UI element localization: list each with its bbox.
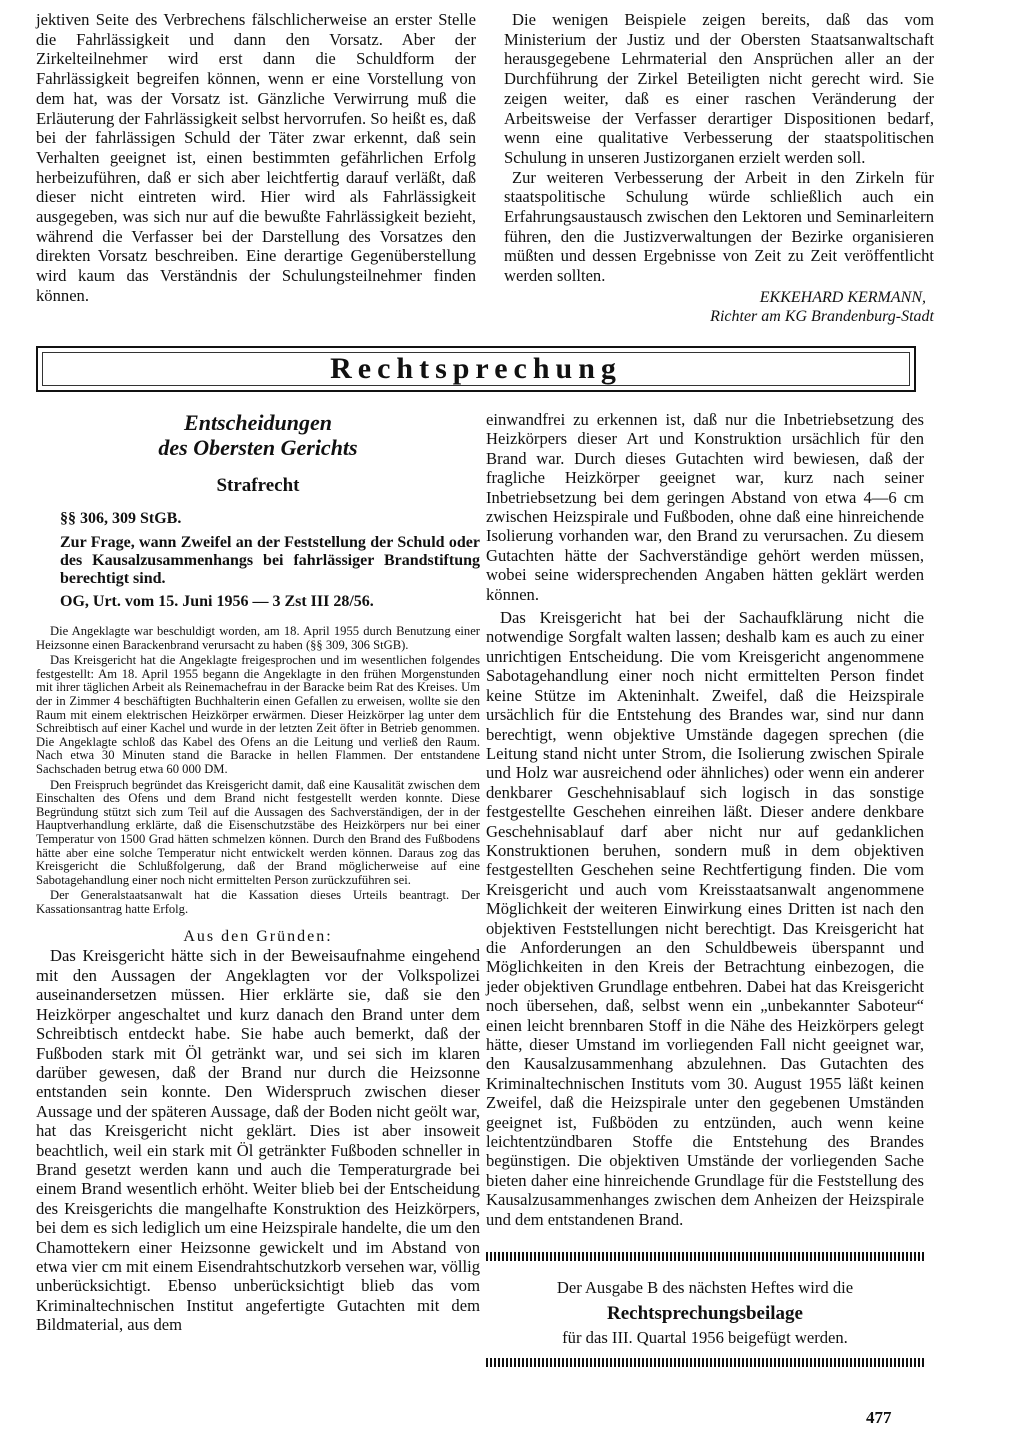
decorative-rule-bottom <box>486 1358 924 1367</box>
facts-paragraph: Das Kreisgericht hat die Angeklagte freigesprochen und im wesentlichen folgendes festgestellt: Am 18. April 1955 begann die Angeklagte in den frühen Morgenstunden mit ihrer täglichen Arbeit als Reinemachefrau in der Baracke beim Rat des Kreises. Um der in Zimmer 4 beschäftigten Buchhalterin einen Gefallen zu erweisen, wollte sie den Raum mit einem elektrischen Heizkörper erwärmen. Dieser Heizkörper lag unter dem Schreibtisch auf einer Kachel und wurde in der letzten Zeit öfter in Betrieb genommen. Die Angeklagte schloß das Kabel des Ofens an die Leitung und verließ den Raum. Nach etwa 30 Minuten stand die Baracke in hellen Flammen. Der entstandene Sachschaden betrug etwa 60 000 DM. <box>36 653 480 776</box>
notice-line: für das III. Quartal 1956 beigefügt werden. <box>562 1328 848 1347</box>
section-banner <box>36 346 916 392</box>
notice-line: Der Ausgabe B des nächsten Heftes wird die <box>556 1278 854 1297</box>
paragraph: einwandfrei zu erkennen ist, daß nur die Inbetriebsetzung des Heizkörpers dieser Art und Konstruktion ursächlich für den Brand war. Durch dieses Gutachten wird bewiesen, daß der fragliche Heizkörper geeignet war, kurz nach seiner Inbetriebsetzung bei dem geringen Abstand von etwa 4—6 cm zwischen Heizspirale und Fußboden, ohne daß eine hinreichende Isolierung vorhanden war, den Brand zu verursachen. Zu diesem Gutachten hätte der Sachverständige gehört werden müssen, wobei seine widersprechenden Angaben hätten geklärt werden können. <box>486 410 924 604</box>
decision-column-right <box>486 410 924 1229</box>
paragraph: Zur weiteren Verbesserung der Arbeit in den Zirkeln für staatspolitische Schulung würde schließlich auch ein Erfahrungsaustausch zwischen den Lektoren und Seminarleitern führen, den die Justizverwaltungen der Bezirke organisieren müßten und dessen Ergebnisse von Zeit zu Zeit veröffentlicht werden sollten. <box>504 167 934 286</box>
article-text-top-left <box>36 10 476 306</box>
author-title: Richter am KG Brandenburg-Stadt <box>710 307 934 325</box>
facts-paragraph: Den Freispruch begründet das Kreisgericht damit, daß eine Kausalität zwischen dem Einschalten des Ofens und dem Brand nicht festgestellt werden konnte. Diese Begründung stützt sich zum Teil auf die Aussagen des Sachverständigen, der in der Hauptverhandlung erklärte, daß die Eisenschutzstäbe des Heizkörpers nur bei einer Temperatur von 1500 Grad hätten schmelzen können. Durch den Brand des Fußbodens hätte aber eine solche Temperatur nicht entwickelt werden können. Daraus zog das Kreisgericht die Schlußfolgerung, daß der Brand möglicherweise auf eine Sabotagehandlung einer noch nicht ermittelten Person zurückzuführen sei. <box>36 777 480 887</box>
notice-title: Rechtsprechungsbeilage <box>607 1303 803 1324</box>
supplement-notice <box>486 1277 924 1349</box>
reasons-heading: Aus den Gründen: <box>183 928 333 946</box>
heading-criminal-law: Strafrecht <box>216 475 300 496</box>
paragraph: Das Kreisgericht hat bei der Sachaufklärung nicht die notwendige Sorgfalt walten lassen; deshalb kam es auch zu einer unrichtigen Entscheidung. Die vom Kreisgericht angenommene Sabotagehandlung einer noch nicht ermittelten Person findet keine Stütze im Akteninhalt. Zweifel, daß die Heizspirale ursächlich für die Entstehung des Brandes war, sind nur dann berechtigt, wenn objektive Umstände dagegen sprechen (die Leitung stand nicht unter Strom, die Isolierung zwischen Spirale und Holz war ausreichend oder ähnliches) oder wenn ein anderer denkbarer Geschehnisablauf sich logisch in das sonstige festgestellte Geschehen einreihen läßt. Dieser andere denkbare Geschehnisablauf darf aber nicht nur auf gedanklichen Konstruktionen beruhen, sondern muß in dem objektiven festgestellten Geschehen seine Rechtfertigung finden. Die vom Kreisgericht und auch vom Kreisstaatsanwalt angenommene Möglichkeit der weiteren Einwirkung eines Dritten ist nach den objektiven Feststellungen nicht berechtigt. Das Kreisgericht hat die Anforderungen an den Schuldbeweis überspannt und Möglichkeiten in den Kreis der Betrachtung einbezogen, die jeder objektiven Grundlage entbehren. Dabei hat das Kreisgericht noch übersehen, daß, selbst wenn ein „unbekannter Saboteur“ einen leicht brennbaren Stoff in die Nähe des Heizkörpers gelegt hätte, dieser Umstand im vorliegenden Fall nicht geeignet war, den Kausalzusammenhang abzulehnen. Das Gutachten des Kriminaltechnischen Instituts vom 30. August 1955 läßt keinen Zweifel, daß die Heizspirale unter den gegebenen Umständen geeignet ist, Fußböden zu entzünden, auch wenn keine leichtentzündbaren Stoffe die Entstehung des Brandes begünstigen. Die objektiven Umstände der vorliegenden Sache bieten daher eine hinreichende Grundlage für die Feststellung des Kausalzusammenhanges zwischen dem Anheizen der Heizspirale und dem entstandenen Brand. <box>486 608 924 1229</box>
case-citation: OG, Urt. vom 15. Juni 1956 — 3 Zst III 28/56. <box>60 593 374 610</box>
case-facts <box>36 625 480 916</box>
paragraph: Die wenigen Beispiele zeigen bereits, daß das vom Ministerium der Justiz und der Obersten Staatsanwaltschaft herausgegebene Lehrmaterial den Ansprüchen aller an der Durchführung der Zirkel Beteiligten nicht gerecht wird. Sie zeigen weiter, daß es einer raschen Veränderung der Arbeitsweise der Verfasser derartiger Dispositionen bedarf, wenn eine qualitative Verbesserung der staatspolitischen Schulung in unseren Justizorganen erzielt werden soll. <box>504 10 934 167</box>
facts-paragraph: Die Angeklagte war beschuldigt worden, am 18. April 1955 durch Benutzung einer Heizsonne einen Barackenbrand verursacht zu haben (§§ 309, 306 StGB). <box>36 624 480 652</box>
heading-court: des Obersten Gerichts <box>158 435 358 460</box>
reasons-text: Das Kreisgericht hätte sich in der Beweisaufnahme eingehend mit den Aussagen der Angeklagten vor der Volkspolizei auseinandersetzen müssen. Hier erklärte sie, daß sie den Heizkörper angeschaltet und kurz danach den Brand unter dem Schreibtisch entdeckt habe. Sie habe auch bemerkt, daß der Fußboden stark mit Öl getränkt war, und sei sich im klaren darüber gewesen, daß der Brand nur durch die Heizsonne entstanden sein konnte. Den Widerspruch zwischen dieser Aussage und der späteren Aussage, daß der Boden nicht geölt war, hat das Kreisgericht nicht geklärt. Dies ist aber insoweit beachtlich, weil ein stark mit Öl getränkter Fußboden schneller in Brand gesetzt werden kann und auch die Temperaturgrade bei einem Brand wesentlich erhöht. Weiter blieb bei der Entscheidung des Kreisgerichts die mangelhafte Konstruktion des Heizkörpers, bei dem es sich lediglich um eine Heizspirale handelte, die um den Chamottekern einer Heizsonne gewickelt und im Abstand von etwa vier cm mit einem Eisendrahtschutzkorb versehen war, völlig unberücksichtigt. Ebenso unberücksichtigt blieb das vom Kriminaltechnischen Institut angefertigte Gutachten mit dem Bildmaterial, aus dem <box>36 946 480 1335</box>
section-title: Rechtsprechung <box>330 352 622 385</box>
heading-decisions: Entscheidungen <box>184 410 332 435</box>
author-name: EKKEHARD KERMANN, <box>759 288 926 306</box>
paragraph: jektiven Seite des Verbrechens fälschlicherweise an erster Stelle die Fahrlässigkeit und dann den Vorsatz. Aber der Zirkelteilnehmer wird erst dann die Schuldform der Fahrlässigkeit begreifen können, wenn er eine Vorstellung von dem hat, was der Vorsatz ist. Gänzliche Verwirrung muß die Erläuterung der Fahrlässigkeit selbst hervorrufen. So heißt es, daß bei der fahrlässigen Schuld der Täter zwar erkennt, daß sein Verhalten geeignet ist, einen bestimmten gefährlichen Erfolg herbeizuführen, daß er sich aber leichtfertig darauf verläßt, daß dieser nicht eintreten wird. Hier wird als Fahrlässigkeit ausgegeben, was sich nur auf die bewußte Fahrlässigkeit bezieht, während die Verfasser bei der Darstellung des Vorsatzes den direkten Vorsatz beschreiben. Eine derartige Gegenüberstellung wird kaum das Verständnis der Schulungsteilnehmer finden können. <box>36 10 476 305</box>
headnote: Zur Frage, wann Zweifel an der Feststellung der Schuld oder des Kausalzusammenhangs bei fahrlässiger Brandstiftung berechtigt sind. <box>60 534 480 587</box>
decorative-rule-top <box>486 1252 924 1261</box>
decision-column-left <box>36 410 480 1335</box>
facts-paragraph: Der Generalstaatsanwalt hat die Kassation dieses Urteils beantragt. Der Kassationsantrag hatte Erfolg. <box>36 888 480 916</box>
page-number: 477 <box>866 1408 892 1427</box>
article-text-top-right <box>504 10 934 326</box>
statute-reference: §§ 306, 309 StGB. <box>60 510 182 527</box>
